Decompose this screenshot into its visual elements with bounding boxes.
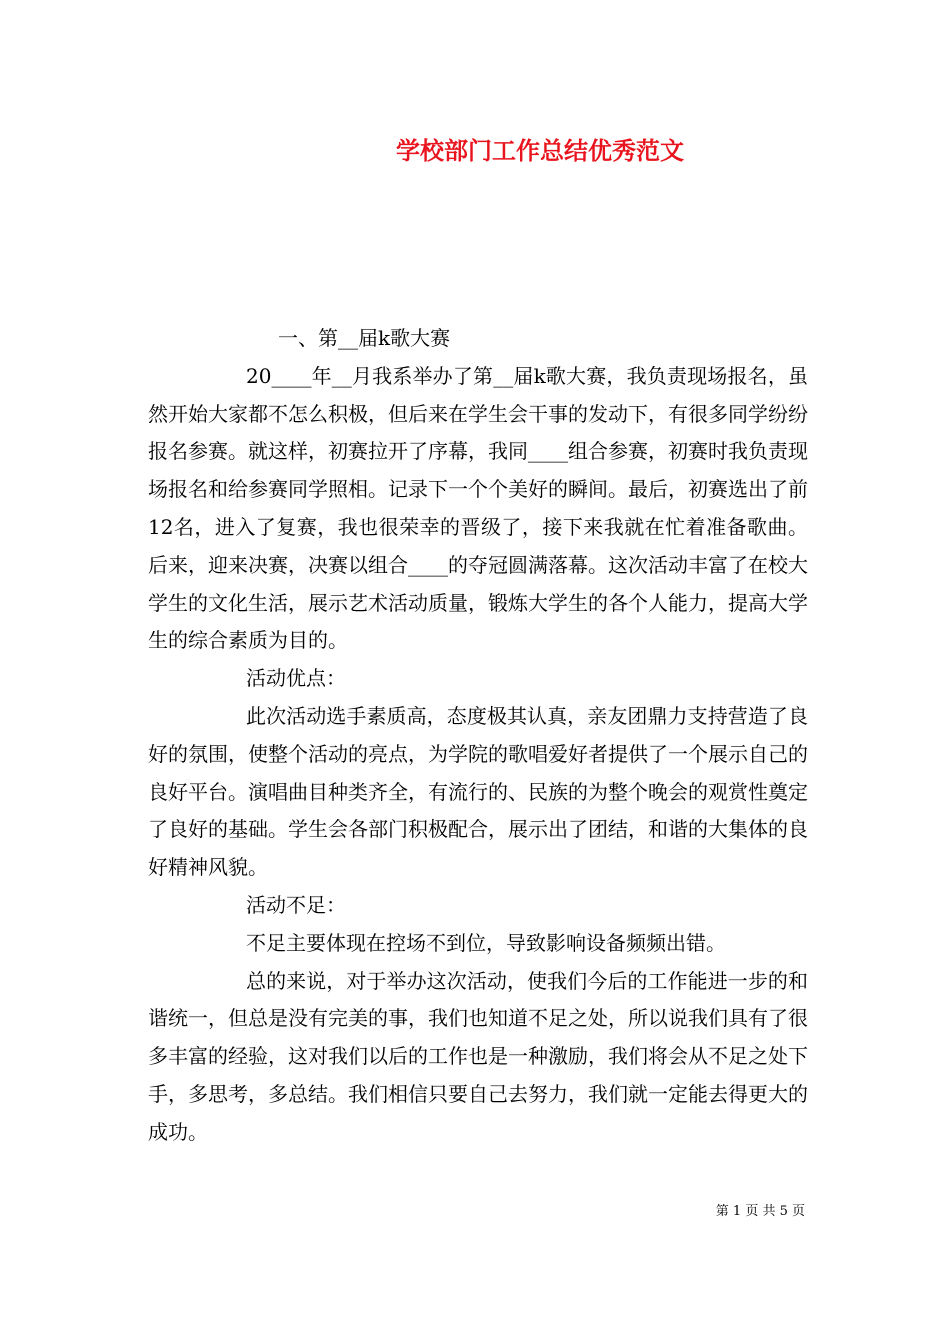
paragraph-competition: 20____年__月我系举办了第__届k歌大赛，我负责现场报名，虽然开始大家都不怎么积极，但后来在学生会干事的发动下，有很多同学纷纷报名参赛。就这样，初赛拉开了序幕，我同____组合参赛，初赛时我负责现场报名和给参赛同学照相。记录下一个个美好的瞬间。最后，初赛选出了前12名，进入了复赛，我也很荣幸的晋级了，接下来我就在忙着准备歌曲。后来，迎来决赛，决赛以组合____的夺冠圆满落幕。这次活动丰富了在校大学生的文化生活，展示艺术活动质量，锻炼大学生的各个人能力，提高大学生的综合素质为目的。 [148, 363, 808, 653]
label-shortcomings: 活动不足： [246, 892, 346, 917]
paragraph-shortcomings: 不足主要体现在控场不到位，导致影响设备频频出错。 [246, 930, 726, 955]
label-advantages: 活动优点： [246, 666, 346, 691]
section-heading: 一、第__届k歌大赛 [278, 326, 451, 350]
page-footer: 第 1 页 共 5 页 [715, 1204, 805, 1219]
document-body [148, 320, 808, 1152]
paragraph-summary: 总的来说，对于举办这次活动，使我们今后的工作能进一步的和谐统一，但总是没有完美的事，我们也知道不足之处，所以说我们具有了很多丰富的经验，这对我们以后的工作也是一种激励，我们将会从不足之处下手，多思考，多总结。我们相信只要自己去努力，我们就一定能去得更大的成功。 [148, 968, 808, 1144]
document-title: 学校部门工作总结优秀范文 [396, 136, 684, 165]
paragraph-advantages: 此次活动选手素质高，态度极其认真，亲友团鼎力支持营造了良好的氛围，使整个活动的亮点，为学院的歌唱爱好者提供了一个展示自己的良好平台。演唱曲目种类齐全，有流行的、民族的为整个晚会的观赏性奠定了良好的基础。学生会各部门积极配合，展示出了团结，和谐的大集体的良好精神风貌。 [148, 703, 808, 880]
